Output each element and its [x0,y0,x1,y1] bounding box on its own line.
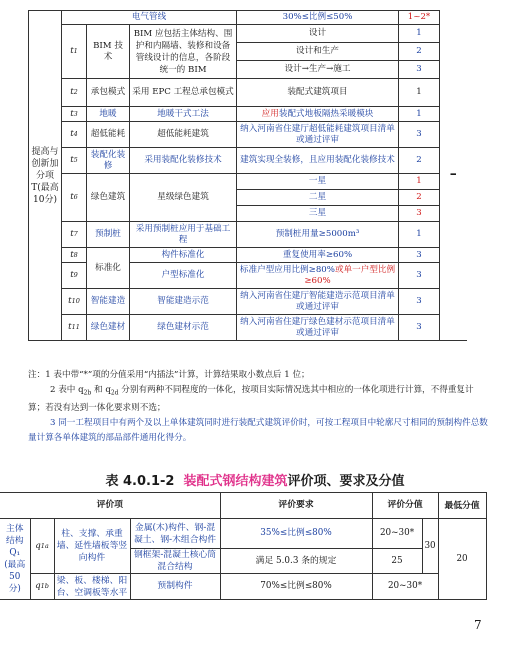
header-requirement: 评价要求 [220,493,372,519]
item-description: 绿色建材示范 [130,315,237,341]
item-requirement: 装配式建筑项目 [237,79,399,107]
item-score: 3 [399,315,440,341]
item-score: 2 [399,43,440,61]
item-score: 1 [399,107,440,122]
item-score: 1~2* [399,11,440,25]
category-cell: 主体结构 Q₁ (最高 50 分) [0,519,30,600]
item-description: 采用装配化装修技术 [130,148,237,174]
item-requirement: 70%≤比例≤80% [220,574,372,600]
row-id: t4 [62,122,87,148]
row-id: t5 [62,148,87,174]
item-score: 20~30* [372,519,422,549]
item-score: 1 [399,25,440,43]
item-score: 1 [399,174,440,190]
item-requirement: 35%≤比例≤80% [220,519,372,549]
item-description: 地暖干式工法 [130,107,237,122]
evaluation-table-continued [28,10,467,341]
item-score: 1 [399,79,440,107]
group-score: 30 [422,519,438,574]
item-requirement: 二星 [237,190,399,206]
item-requirement: 重复使用率≥60% [237,248,399,263]
item-requirement: 设计 [237,25,399,43]
item-name: 地暖 [87,107,130,122]
item-requirement: 一星 [237,174,399,190]
item-name: 标准化 [87,248,130,289]
item-description: 构件标准化 [130,248,237,263]
item-name: 智能建造 [87,289,130,315]
item-score: 3 [399,263,440,289]
item-description: 采用 EPC 工程总承包模式 [130,79,237,107]
item-name: 梁、板、楼梯、阳台、空调板等水平 [54,574,130,600]
row-id: t8 [62,248,87,263]
header-score: 评价分值 [372,493,438,519]
item-description: 采用预制桩应用于基础工程 [130,222,237,248]
note-2: 2 表中 $q_{2b}$ 和 $q_{2d}$ 分别有两种不同程度的一体化，按项目实际情况选其中相应的一体化项进行计算，不得重复计算；若没有达到一体化要求则不选； [28,385,474,413]
header-min-score: 最低分值 [438,493,486,519]
item-score: 1 [399,222,440,248]
item-requirement: 标准户型应用比例≥80%或单一户型比例≥60% [237,263,399,289]
row-id: q1a [30,519,54,574]
min-score-cell: – [440,11,467,341]
item-requirement: 建筑实现全装修，且应用装配化装修技术 [237,148,399,174]
item-description: BIM 应包括主体结构、围护和内隔墙、装修和设备管线设计的信息，各阶段统一的 BIM [130,25,237,79]
category-cell: 提高与创新加分项T(最高10分) [29,11,62,341]
item-requirement: 预制桩用量≥5000m³ [237,222,399,248]
row-id: t6 [62,174,87,222]
item-name: 装配化装修 [87,148,130,174]
item-description: 钢框架-混凝土核心筒混合结构 [130,549,220,574]
item-name: 承包模式 [87,79,130,107]
item-description: 户型标准化 [130,263,237,289]
note-3: 3 同一工程项目中有两个及以上单体建筑同时进行装配式建筑评价时，可按工程项目中轮廓尺寸相同的预制构件总数量计算各单体建筑的部品部件通用化得分。 [28,417,488,443]
item-description: 预制构件 [130,574,220,600]
item-name: 预制桩 [87,222,130,248]
row-id: t11 [62,315,87,341]
item-description: 超低能耗建筑 [130,122,237,148]
item-score: 20~30* [372,574,438,600]
row-id: t3 [62,107,87,122]
table-caption: 表 4.0.1-2 装配式钢结构建筑评价项、要求及分值 [105,474,405,489]
item-description: 智能建造示范 [130,289,237,315]
item-name: 绿色建筑 [87,174,130,222]
item-name: 电气管线 [62,11,237,25]
row-id: t1 [62,25,87,79]
item-name: BIM 技术 [87,25,130,79]
item-requirement: 应用装配式地板隔热采暖模块 [237,107,399,122]
row-id: t10 [62,289,87,315]
item-requirement: 纳入河南省住建厅超低能耗建筑项目清单或通过评审 [237,122,399,148]
item-requirement: 设计和生产 [237,43,399,61]
row-id: q1b [30,574,54,600]
item-score: 2 [399,190,440,206]
steel-structure-evaluation-table [0,492,487,600]
item-description: 金属(木)构件、钢-混凝土、钢-木组合构件 [130,519,220,549]
item-requirement: 纳入河南省住建厅绿色建材示范项目清单或通过评审 [237,315,399,341]
item-name: 柱、支撑、承重墙、延性墙板等竖向构件 [54,519,130,574]
item-requirement: 满足 5.0.3 条的规定 [220,549,372,574]
table-notes [28,368,488,446]
item-score: 2 [399,148,440,174]
item-requirement: 三星 [237,206,399,222]
item-score: 3 [399,61,440,79]
note-1: 注：1 表中带“*”项的分值采用“内插法”计算，计算结果取小数点后 1 位； [28,370,310,380]
item-score: 25 [372,549,422,574]
item-score: 3 [399,122,440,148]
item-requirement: 设计→生产→施工 [237,61,399,79]
item-name: 超低能耗 [87,122,130,148]
row-id: t9 [62,263,87,289]
item-score: 3 [399,289,440,315]
item-requirement: 30%≤比例≤50% [237,11,399,25]
item-requirement: 纳入河南省住建厅智能建造示范项目清单或通过评审 [237,289,399,315]
header-item: 评价项 [0,493,220,519]
page-number: 7 [474,618,482,632]
item-name: 绿色建材 [87,315,130,341]
item-description: 星级绿色建筑 [130,174,237,222]
row-id: t2 [62,79,87,107]
row-id: t7 [62,222,87,248]
item-score: 3 [399,206,440,222]
min-score: 20 [438,519,486,600]
item-score: 3 [399,248,440,263]
